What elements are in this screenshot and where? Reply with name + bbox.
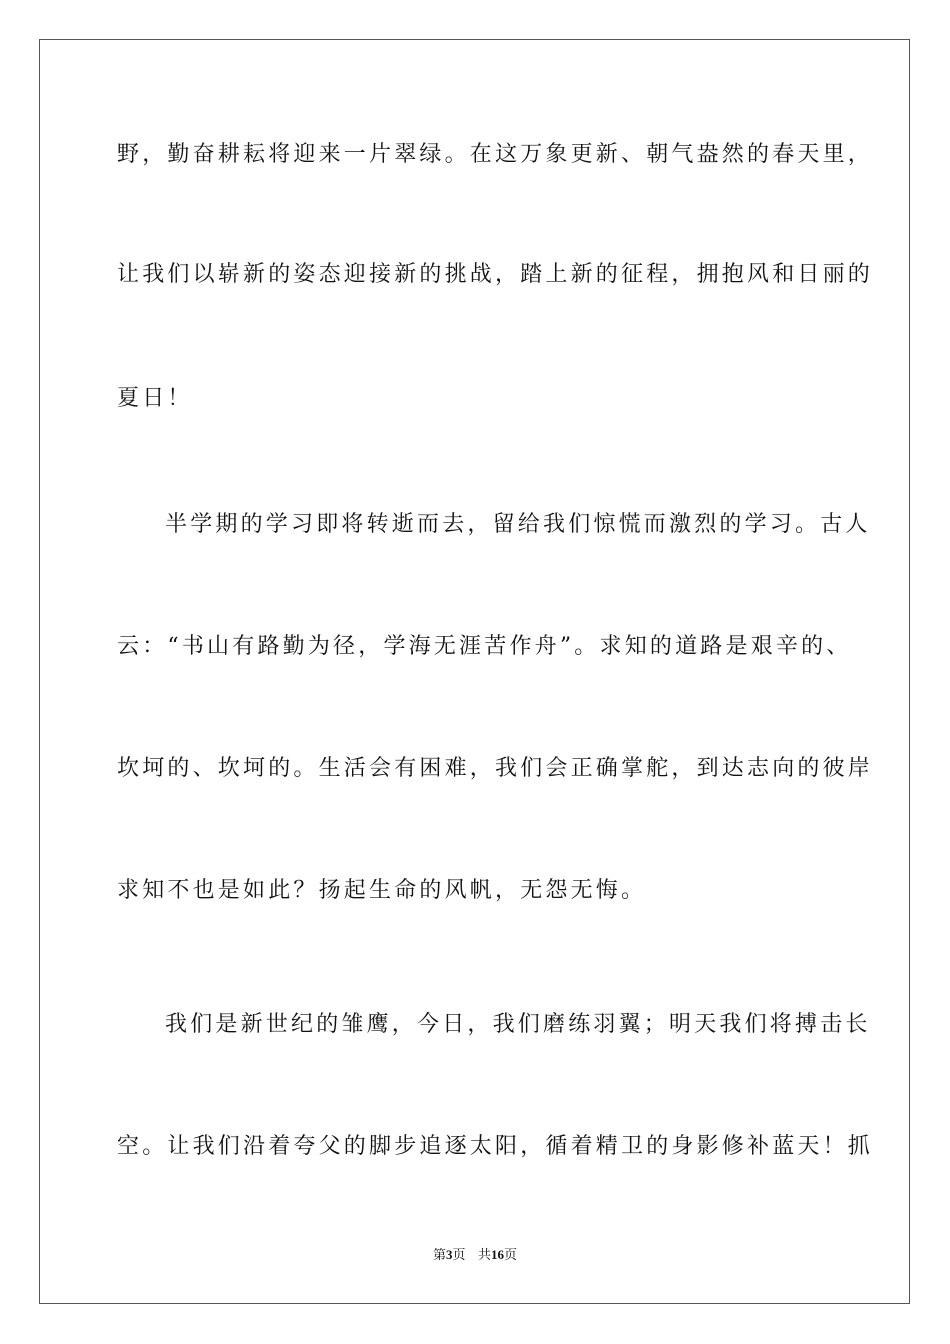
paragraph-2-line-2: 云：“书山有路勤为径，学海无涯苦作舟”。求知的道路是艰辛的、 <box>117 634 852 659</box>
page-border <box>39 39 910 1304</box>
paragraph-2-line-4: 求知不也是如此？扬起生命的风帆，无怨无悔。 <box>117 878 647 903</box>
paragraph-2-line-1: 半学期的学习即将转逝而去，留给我们惊慌而激烈的学习。古人 <box>165 512 871 537</box>
page-footer <box>0 1246 950 1265</box>
page-suffix: 页 <box>452 1248 466 1263</box>
page-number: 3 <box>446 1247 453 1262</box>
paragraph-1-line-1: 野，勤奋耕耘将迎来一片翠绿。在这万象更新、朝气盎然的春天里， <box>117 142 874 167</box>
paragraph-1-line-3: 夏日！ <box>117 386 193 411</box>
total-prefix: 共 <box>477 1248 491 1263</box>
total-pages: 16 <box>490 1247 504 1262</box>
paragraph-3-line-1: 我们是新世纪的雏鹰，今日，我们磨练羽翼；明天我们将搏击长 <box>165 1012 871 1037</box>
paragraph-1-line-2: 让我们以崭新的姿态迎接新的挑战，踏上新的征程，拥抱风和日丽的 <box>117 262 874 287</box>
paragraph-3-line-2: 空。让我们沿着夸父的脚步追逐太阳，循着精卫的身影修补蓝天！抓 <box>117 1134 874 1159</box>
total-suffix: 页 <box>503 1248 517 1263</box>
paragraph-2-line-3: 坎坷的、坎坷的。生活会有困难，我们会正确掌舵，到达志向的彼岸 <box>117 756 874 781</box>
page-prefix: 第 <box>433 1248 447 1263</box>
